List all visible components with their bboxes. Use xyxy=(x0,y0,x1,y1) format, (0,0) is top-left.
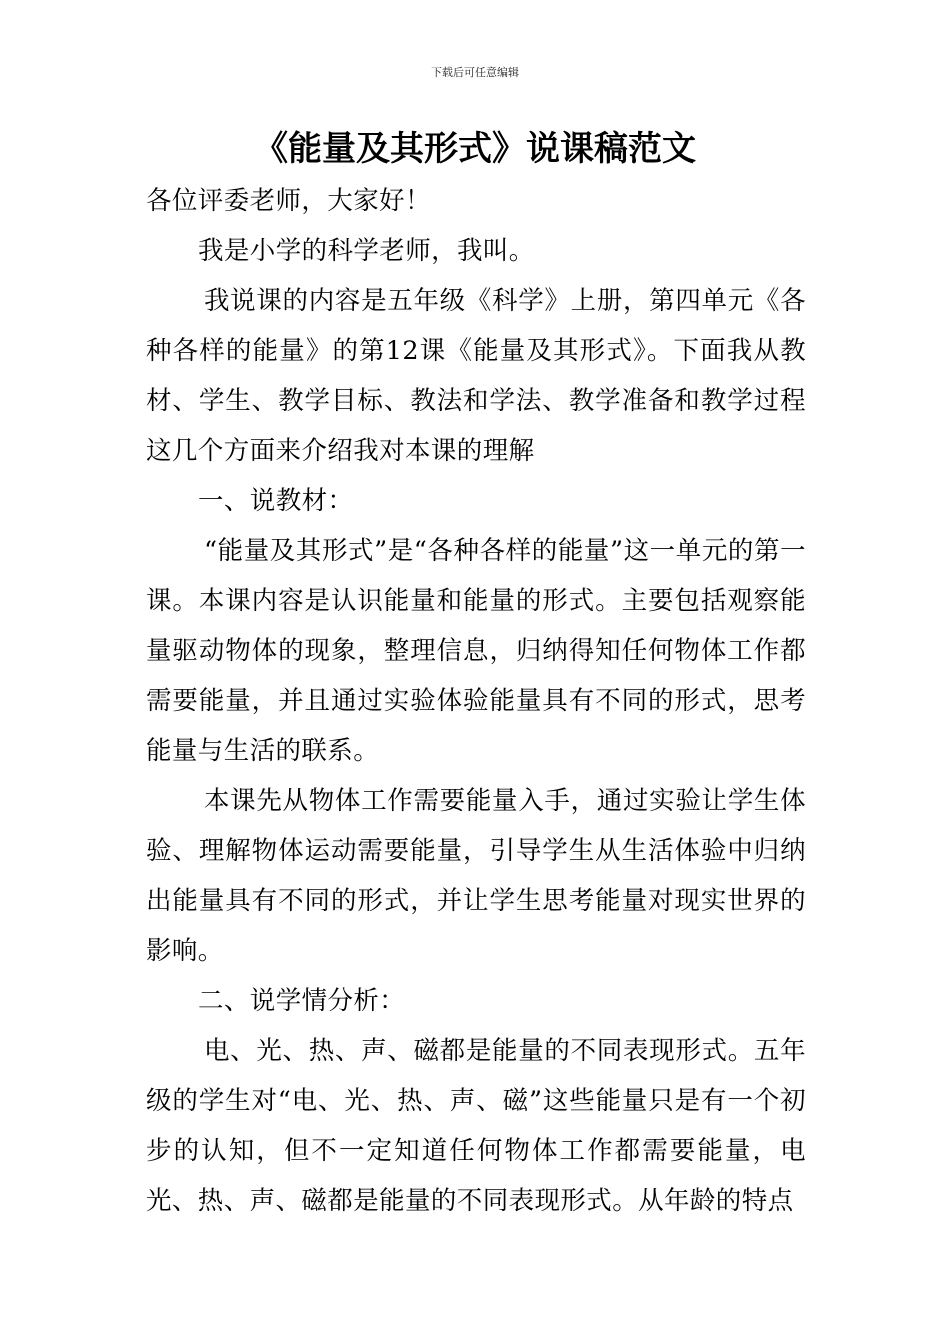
paragraph-introduction: 我是小学的科学老师，我叫。 xyxy=(198,236,535,266)
header-note: 下载后可任意编辑 xyxy=(431,66,519,79)
paragraph-textbook-analysis: “能量及其形式”是“各种各样的能量”这一单元的第一课。本课内容是认识能量和能量的形式。主要包括观察能量驱动物体的现象，整理信息，归纳得知任何物体工作都需要能量，并且通过实验体验能量具有不同的形式，思考能量与生活的联系。 xyxy=(146,536,806,766)
document-title: 《能量及其形式》说课稿范文 xyxy=(254,129,696,169)
paragraph-lesson-content: 我说课的内容是五年级《科学》上册，第四单元《各种各样的能量》的第12课《能量及其形式》。下面我从教材、学生、教学目标、教法和学法、教学准备和教学过程这几个方面来介绍我对本课的理解 xyxy=(146,286,806,466)
paragraph-greeting: 各位评委老师，大家好！ xyxy=(146,186,431,216)
paragraph-lesson-approach: 本课先从物体工作需要能量入手，通过实验让学生体验、理解物体运动需要能量，引导学生从生活体验中归纳出能量具有不同的形式，并让学生思考能量对现实世界的影响。 xyxy=(146,786,806,966)
paragraph-student-analysis: 电、光、热、声、磁都是能量的不同表现形式。五年级的学生对“电、光、热、声、磁”这些能量只是有一个初步的认知，但不一定知道任何物体工作都需要能量，电光、热、声、磁都是能量的不同表现形式。从年龄的特点 xyxy=(146,1036,806,1216)
section-heading-textbook: 一、说教材： xyxy=(198,486,354,516)
document-body xyxy=(146,176,806,1226)
section-heading-student-analysis: 二、说学情分析： xyxy=(198,986,406,1016)
